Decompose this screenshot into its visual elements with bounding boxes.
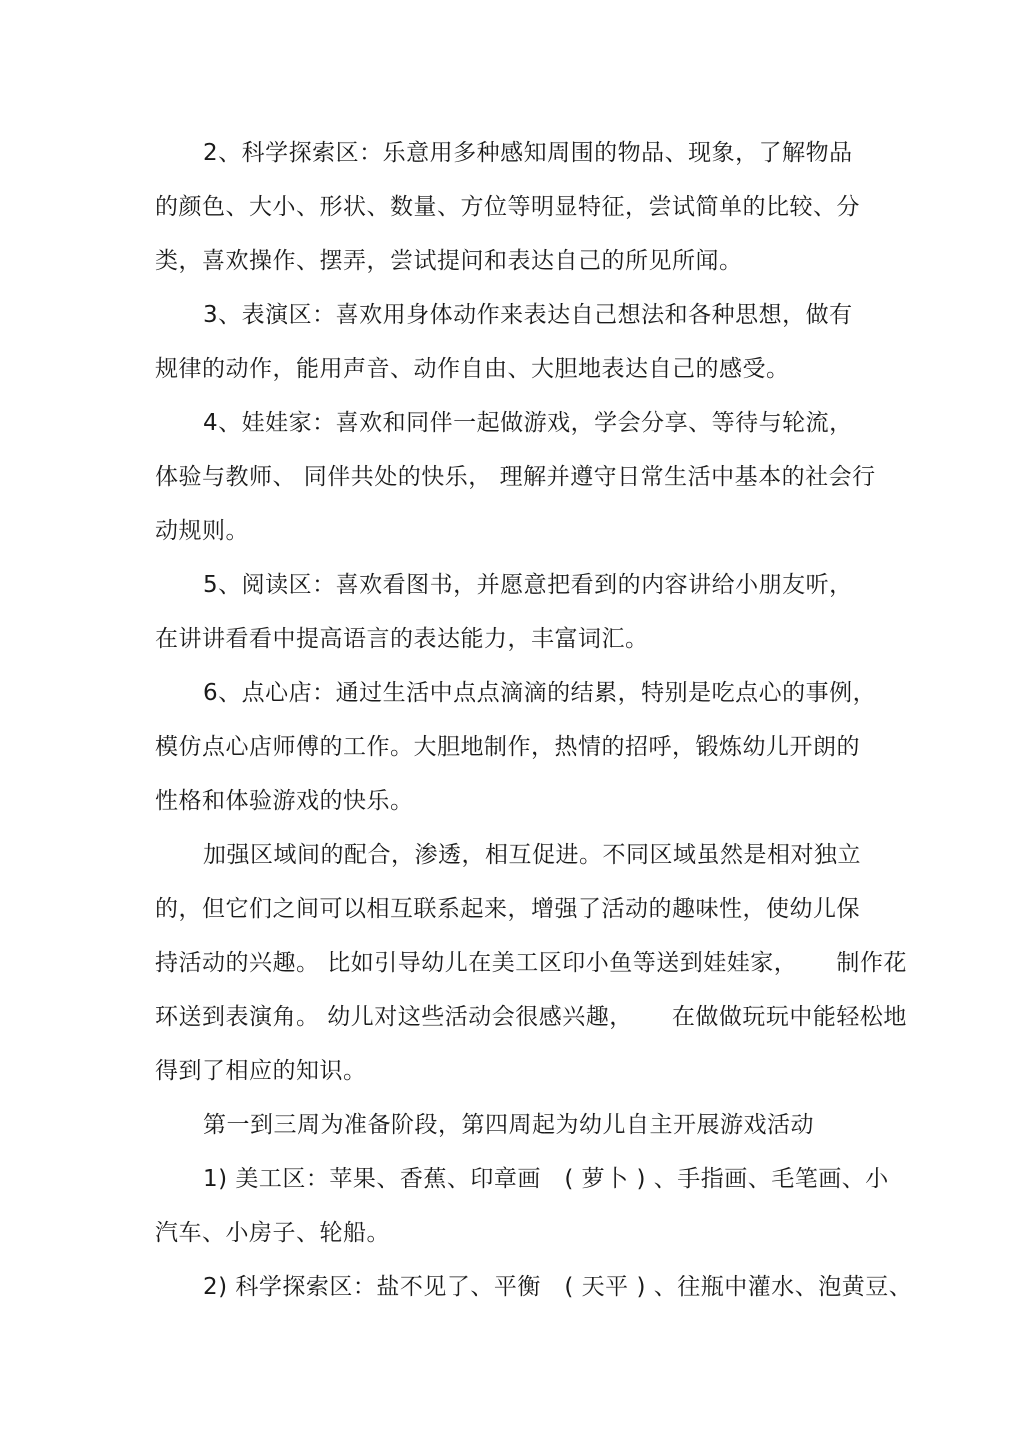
paragraph-snack-shop-line-1: 6、点心店：通过生活中点点滴滴的结累，特别是吃点心的事例，: [203, 680, 877, 706]
paragraph-snack-shop-line-2: 模仿点心店师傅的工作。大胆地制作，热情的招呼，锻炼幼儿开朗的: [155, 734, 860, 760]
paragraph-science-area-line-3: 类，喜欢操作、摆弄，尝试提问和表达自己的所见所闻。: [155, 248, 743, 274]
paragraph-cooperation-line-2: 的，但它们之间可以相互联系起来，增强了活动的趣味性，使幼儿保: [155, 896, 860, 922]
paragraph-science-area-line-2: 的颜色、大小、形状、数量、方位等明显特征，尝试简单的比较、分: [155, 194, 860, 220]
paragraph-doll-house-line-1: 4、娃娃家：喜欢和同伴一起做游戏，学会分享、等待与轮流，: [203, 410, 853, 436]
paragraph-performance-area-line-1: 3、表演区：喜欢用身体动作来表达自己想法和各种思想，做有: [203, 302, 853, 328]
paragraph-schedule: 第一到三周为准备阶段，第四周起为幼儿自主开展游戏活动: [203, 1112, 814, 1138]
paragraph-science-area-line-1: 2、科学探索区：乐意用多种感知周围的物品、现象，了解物品: [203, 140, 853, 166]
paragraph-cooperation-line-5: 得到了相应的知识。: [155, 1058, 367, 1084]
list-item-science-area-line-1: 2) 科学探索区：盐不见了、平衡 ( 天平 ) 、往瓶中灌水、泡黄豆、: [203, 1274, 913, 1300]
list-item-art-area-line-1: 1) 美工区：苹果、香蕉、印章画 ( 萝卜 ) 、手指画、毛笔画、小: [203, 1166, 889, 1192]
paragraph-doll-house-line-3: 动规则。: [155, 518, 249, 544]
paragraph-reading-area-line-1: 5、阅读区：喜欢看图书，并愿意把看到的内容讲给小朋友听，: [203, 572, 853, 598]
paragraph-performance-area-line-2: 规律的动作，能用声音、动作自由、大胆地表达自己的感受。: [155, 356, 790, 382]
paragraph-doll-house-line-2: 体验与教师、 同伴共处的快乐， 理解并遵守日常生活中基本的社会行: [155, 464, 876, 490]
paragraph-cooperation-line-4: 环送到表演角。 幼儿对这些活动会很感兴趣， 在做做玩玩中能轻松地: [155, 1004, 907, 1030]
paragraph-reading-area-line-2: 在讲讲看看中提高语言的表达能力，丰富词汇。: [155, 626, 649, 652]
paragraph-snack-shop-line-3: 性格和体验游戏的快乐。: [155, 788, 414, 814]
paragraph-cooperation-line-1: 加强区域间的配合，渗透，相互促进。不同区域虽然是相对独立: [203, 842, 861, 868]
list-item-art-area-line-2: 汽车、小房子、轮船。: [155, 1220, 390, 1246]
paragraph-cooperation-line-3: 持活动的兴趣。 比如引导幼儿在美工区印小鱼等送到娃娃家， 制作花: [155, 950, 907, 976]
